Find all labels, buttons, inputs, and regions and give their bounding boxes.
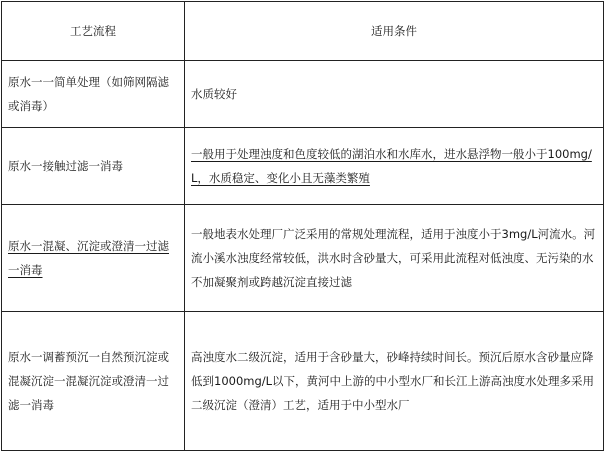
conditions-cell: 一般地表水处理厂广泛采用的常规处理流程，适用于浊度小于3mg/L河流水。河流小溪水浊度经常较低，洪水时含砂量大，可采用此流程对低浊度、无污染的水不加凝聚剂或跨越沉淀直接过滤 bbox=[185, 205, 604, 312]
process-cell: 原水一混凝、沉淀或澄清一过滤一消毒 bbox=[2, 205, 185, 312]
conditions-cell: 一般用于处理浊度和色度较低的湖泊水和水库水，进水悬浮物一般小于100mg/L，水质稳定、变化小且无藻类繁殖 bbox=[185, 128, 604, 205]
header-conditions: 适用条件 bbox=[185, 2, 604, 61]
conditions-cell: 高浊度水二级沉淀，适用于含砂量大，砂峰持续时间长。预沉后原水含砂量应降低到1000mg/L以下，黄河中上游的中小型水厂和长江上游高浊度水处理多采用二级沉淀（澄清）工艺，适用于中小型水厂 bbox=[185, 312, 604, 451]
table-row bbox=[2, 312, 604, 451]
table-row bbox=[2, 128, 604, 205]
table-row bbox=[2, 61, 604, 128]
process-cell: 原水一一简单处理（如筛网隔滤或消毒） bbox=[2, 61, 185, 128]
table-row bbox=[2, 205, 604, 312]
process-cell: 原水一接触过滤一消毒 bbox=[2, 128, 185, 205]
process-cell: 原水一调蓄预沉一自然预沉淀或混凝沉淀一混凝沉淀或澄清一过滤一消毒 bbox=[2, 312, 185, 451]
header-process: 工艺流程 bbox=[2, 2, 185, 61]
conditions-cell: 水质较好 bbox=[185, 61, 604, 128]
process-table bbox=[1, 1, 604, 451]
table-header-row bbox=[2, 2, 604, 61]
